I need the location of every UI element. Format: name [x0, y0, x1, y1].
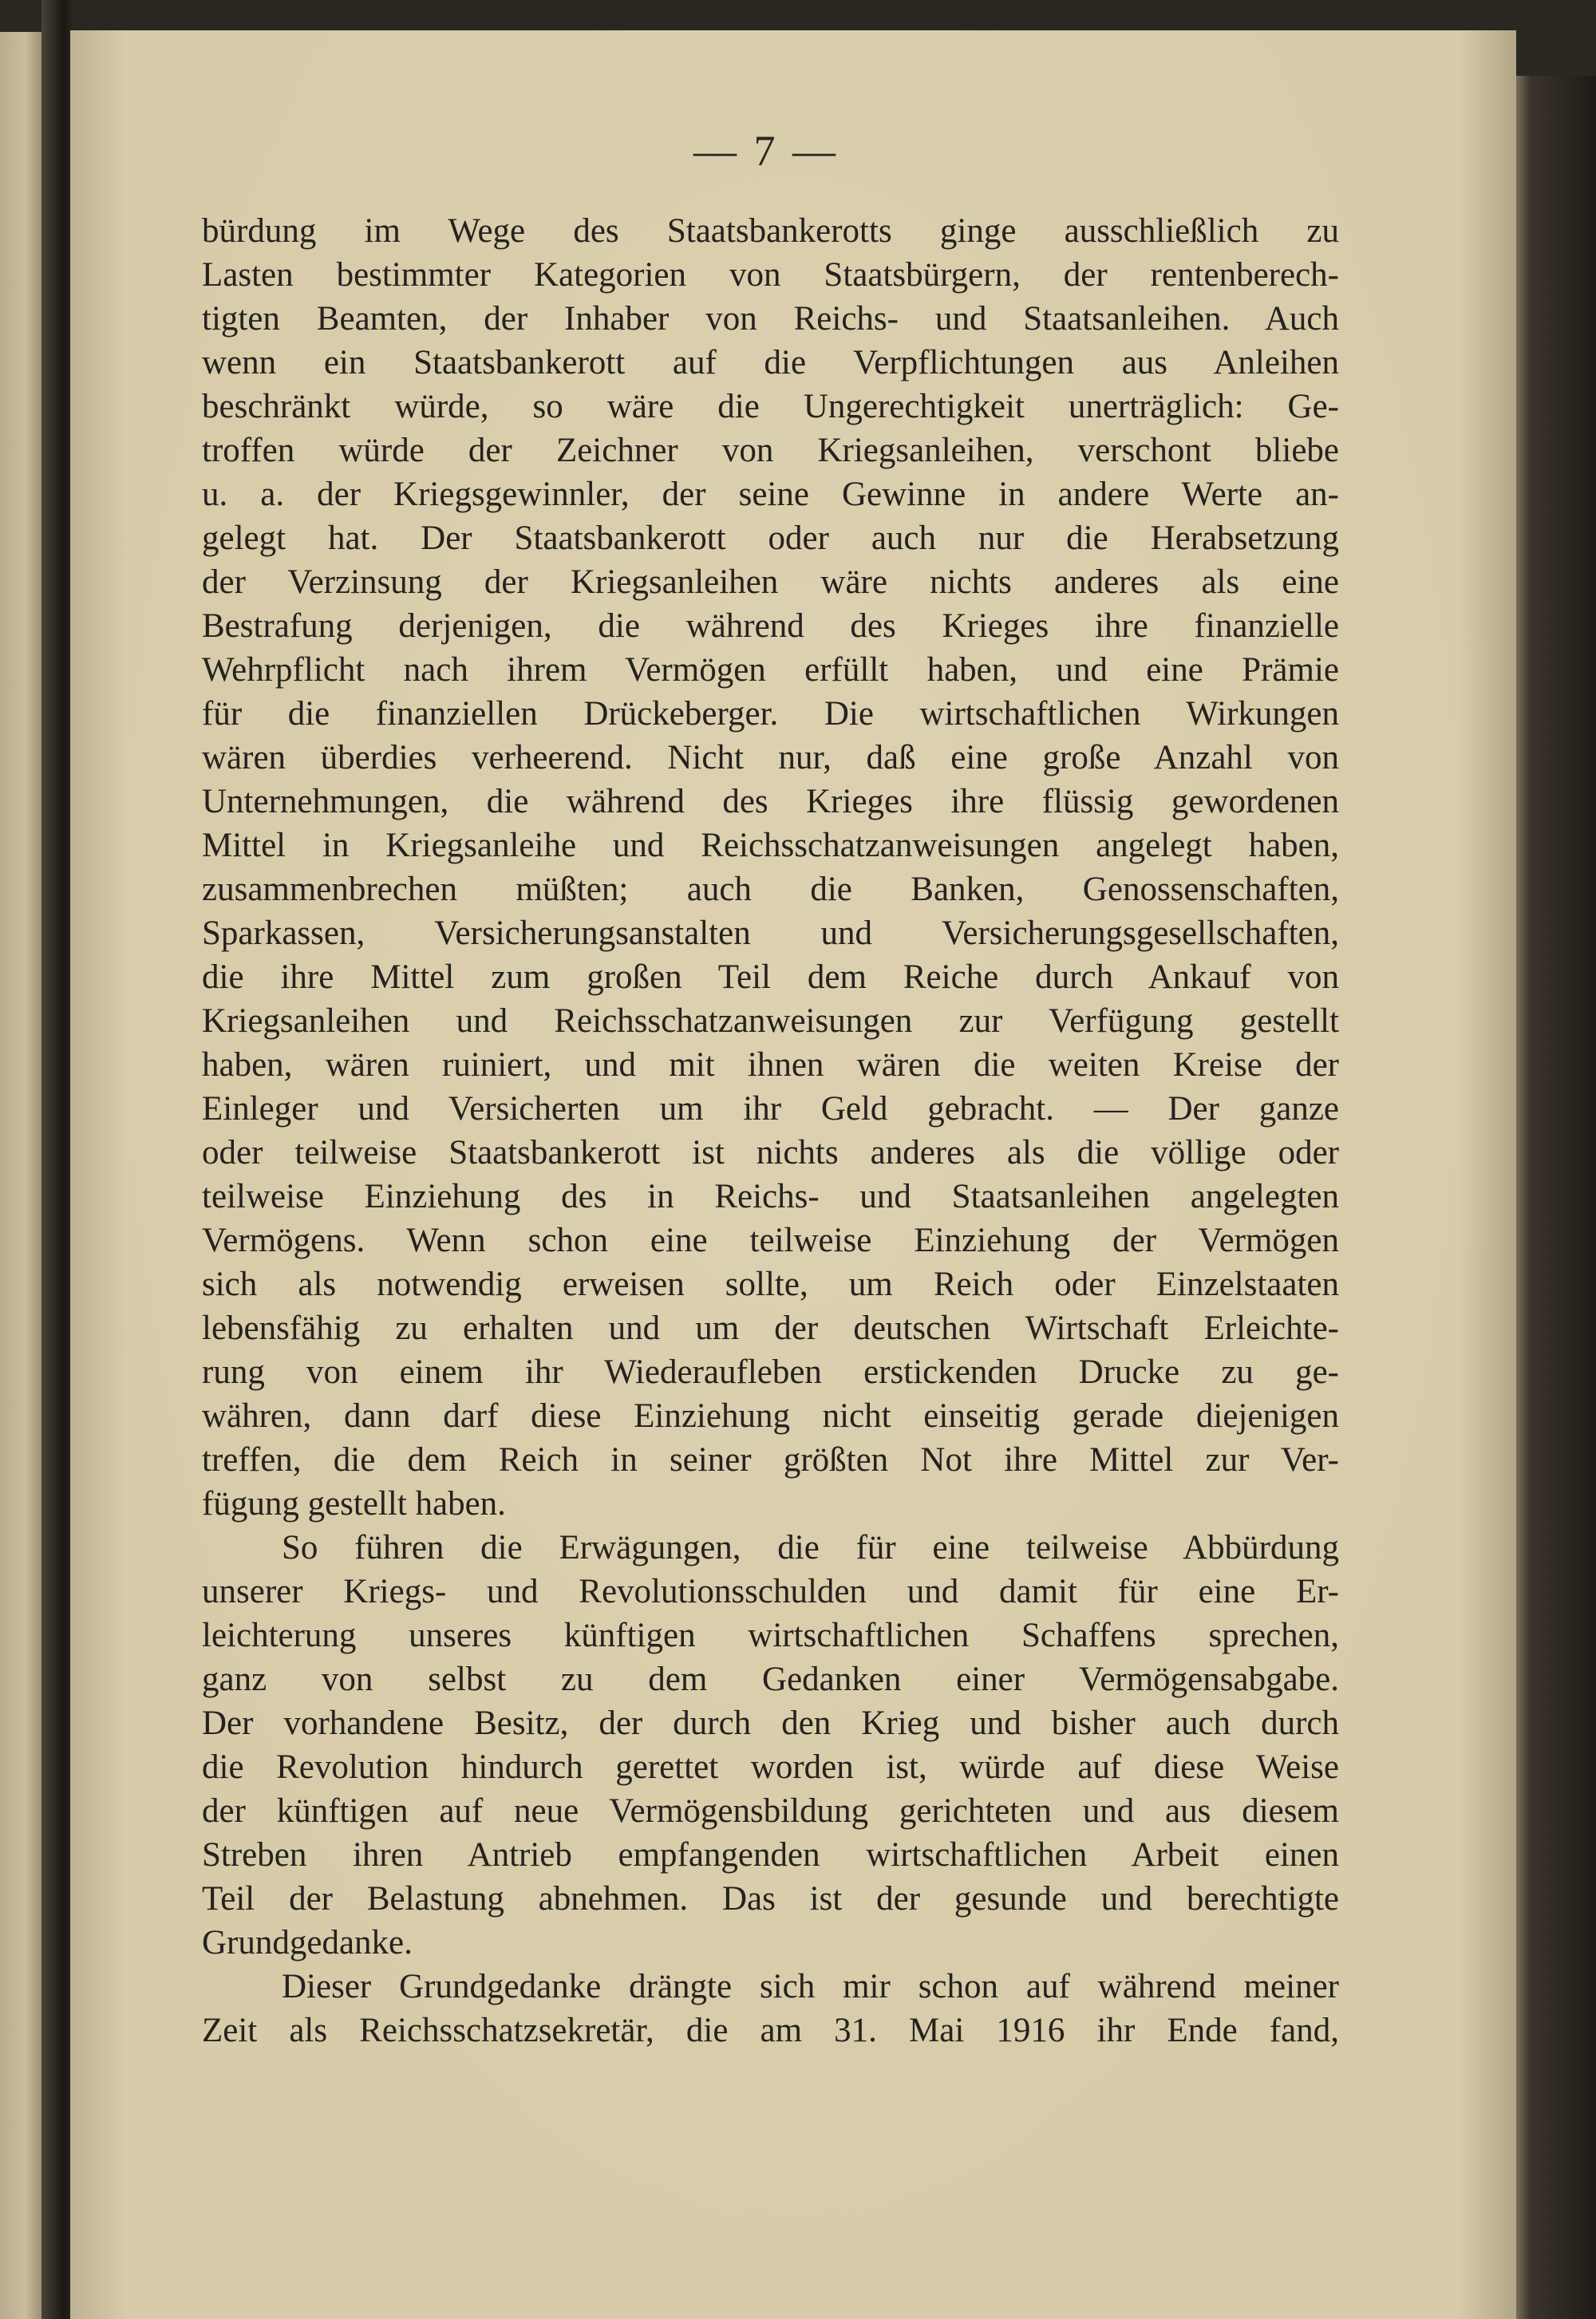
page-right-edge — [1516, 76, 1596, 2319]
text-line: Teil der Belastung abnehmen. Das ist der gesunde und berechtigte — [202, 1880, 1339, 1918]
text-line: bürdung im Wege des Staatsbankerotts ginge ausschließlich zu — [202, 212, 1339, 250]
paragraph-end-line: Grundgedanke. — [202, 1924, 413, 1961]
text-line: sich als notwendig erweisen sollte, um Reich oder Einzelstaaten — [202, 1266, 1339, 1303]
text-line: Streben ihren Antrieb empfangenden wirtschaftlichen Arbeit einen — [202, 1836, 1339, 1874]
text-line: der künftigen auf neue Vermögensbildung gerichteten und aus diesem — [202, 1792, 1339, 1830]
paragraph-end-line: fügung gestellt haben. — [202, 1485, 506, 1523]
text-line: Bestrafung derjenigen, die während des Krieges ihre finanzielle — [202, 607, 1339, 645]
page-number: — 7 — — [693, 127, 839, 175]
text-line: die ihre Mittel zum großen Teil dem Reiche durch Ankauf von — [202, 958, 1339, 996]
paragraph-start-line: So führen die Erwägungen, die für eine teilweise Abbürdung — [282, 1529, 1339, 1566]
text-line: Einleger und Versicherten um ihr Geld gebracht. — Der ganze — [202, 1090, 1339, 1128]
text-line: Wehrpflicht nach ihrem Vermögen erfüllt haben, und eine Prämie — [202, 651, 1339, 689]
paragraph-start-line: Dieser Grundgedanke drängte sich mir schon auf während meiner — [282, 1968, 1339, 2005]
text-line: tigten Beamten, der Inhaber von Reichs- und Staatsanleihen. Auch — [202, 300, 1339, 338]
text-line: der Verzinsung der Kriegsanleihen wäre nichts anderes als eine — [202, 563, 1339, 601]
text-line: teilweise Einziehung des in Reichs- und Staatsanleihen angelegten — [202, 1178, 1339, 1215]
text-line: Unternehmungen, die während des Krieges ihre flüssig gewordenen — [202, 783, 1339, 820]
book-gutter — [41, 0, 73, 2319]
text-line: wenn ein Staatsbankerott auf die Verpflichtungen aus Anleihen — [202, 344, 1339, 381]
text-line: Zeit als Reichsschatzsekretär, die am 31. Mai 1916 ihr Ende fand, — [202, 2012, 1339, 2049]
text-line: Der vorhandene Besitz, der durch den Krieg und bisher auch durch — [202, 1705, 1339, 1742]
text-line: Lasten bestimmter Kategorien von Staatsbürgern, der rentenberech- — [202, 256, 1339, 294]
text-line: die Revolution hindurch gerettet worden ist, würde auf diese Weise — [202, 1748, 1339, 1786]
text-line: troffen würde der Zeichner von Kriegsanleihen, verschont bliebe — [202, 432, 1339, 469]
text-line: treffen, die dem Reich in seiner größten Not ihre Mittel zur Ver- — [202, 1441, 1339, 1479]
text-line: Kriegsanleihen und Reichsschatzanweisungen zur Verfügung gestellt — [202, 1002, 1339, 1040]
text-line: Mittel in Kriegsanleihe und Reichsschatzanweisungen angelegt haben, — [202, 827, 1339, 864]
text-line: Sparkassen, Versicherungsanstalten und Versicherungsgesellschaften, — [202, 915, 1339, 952]
text-line: für die finanziellen Drückeberger. Die wirtschaftlichen Wirkungen — [202, 695, 1339, 733]
text-line: wären überdies verheerend. Nicht nur, daß eine große Anzahl von — [202, 739, 1339, 776]
text-line: Vermögens. Wenn schon eine teilweise Einziehung der Vermögen — [202, 1222, 1339, 1259]
text-line: zusammenbrechen müßten; auch die Banken, Genossenschaften, — [202, 871, 1339, 908]
text-line: rung von einem ihr Wiederaufleben erstickenden Drucke zu ge- — [202, 1353, 1339, 1391]
body-text — [202, 209, 1339, 2052]
text-line: u. a. der Kriegsgewinnler, der seine Gewinne in andere Werte an- — [202, 476, 1339, 513]
text-line: lebensfähig zu erhalten und um der deutschen Wirtschaft Erleichte- — [202, 1310, 1339, 1347]
text-line: beschränkt würde, so wäre die Ungerechtigkeit unerträglich: Ge- — [202, 388, 1339, 425]
text-line: gelegt hat. Der Staatsbankerott oder auch nur die Herabsetzung — [202, 520, 1339, 557]
text-line: oder teilweise Staatsbankerott ist nichts anderes als die völlige oder — [202, 1134, 1339, 1171]
text-line: ganz von selbst zu dem Gedanken einer Vermögensabgabe. — [202, 1661, 1339, 1698]
text-line: unserer Kriegs- und Revolutionsschulden und damit für eine Er- — [202, 1573, 1339, 1610]
text-line: haben, wären ruiniert, und mit ihnen wären die weiten Kreise der — [202, 1046, 1339, 1084]
text-line: währen, dann darf diese Einziehung nicht einseitig gerade diejenigen — [202, 1397, 1339, 1435]
text-line: leichterung unseres künftigen wirtschaftlichen Schaffens sprechen, — [202, 1617, 1339, 1654]
facing-page-edge — [0, 32, 41, 2319]
